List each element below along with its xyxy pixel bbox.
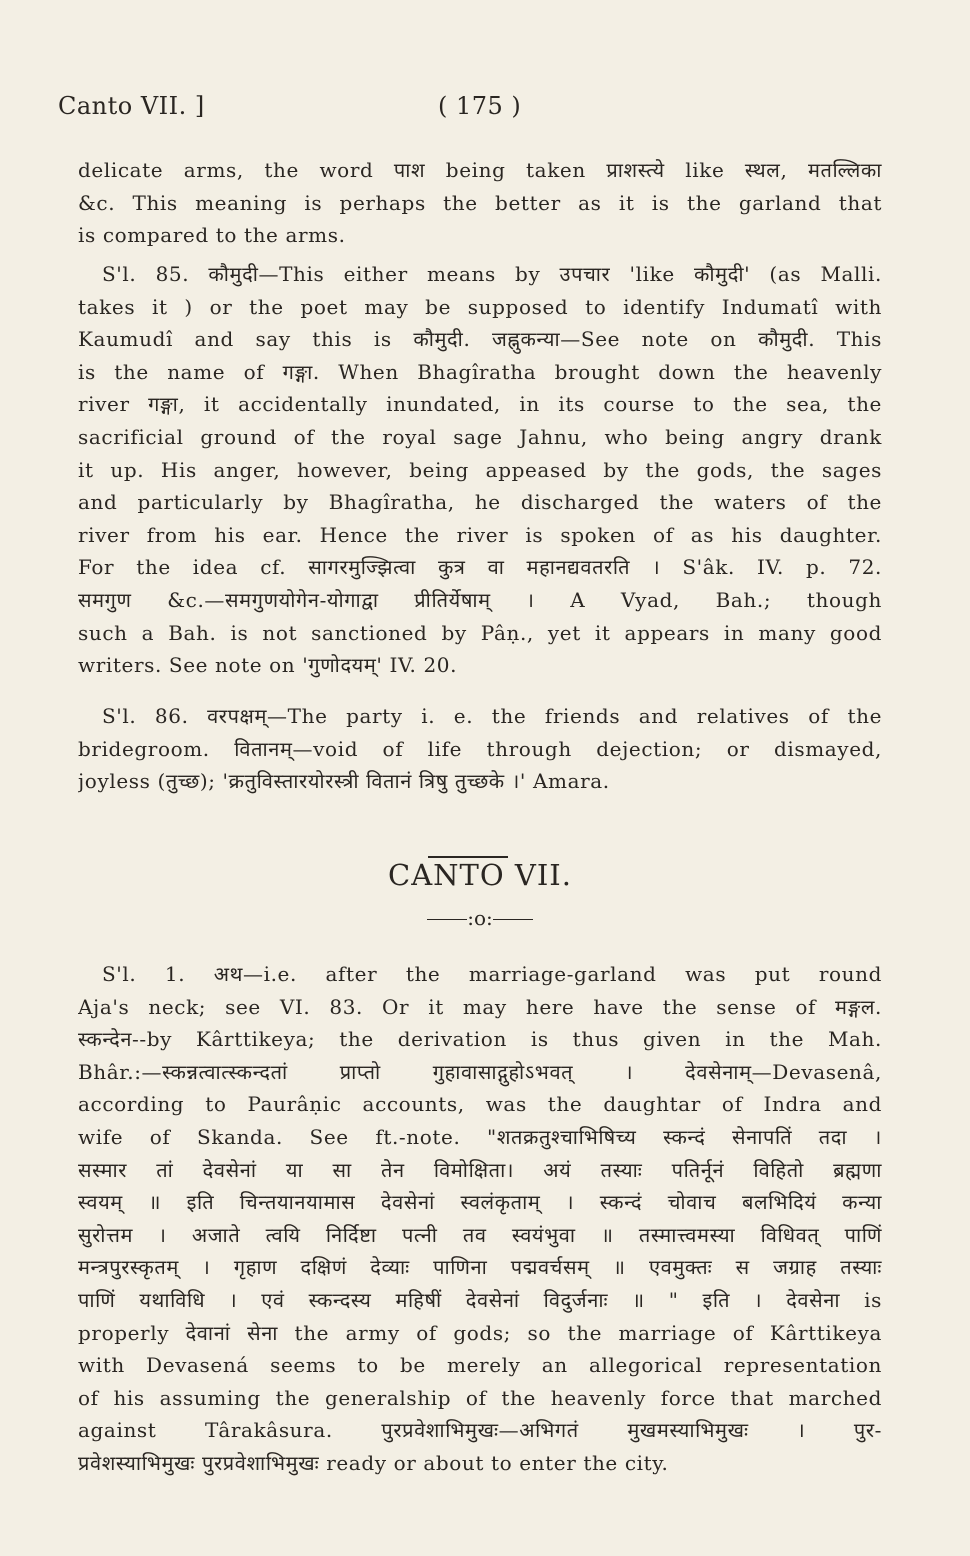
text-line: प्रवेशस्याभिमुखः पुरप्रवेशाभिमुखः ready or about to enter the city. [78,1450,669,1475]
running-header [58,92,538,128]
text-line: river from his ear. Hence the river is spoken of as his daughter. [78,522,882,547]
text-line: स्वयम् ॥ इति चिन्तयानयामास देवसेनां स्वलंकृताम् । स्कन्दं चोवाच बलभिदियं कन्या [78,1190,882,1215]
text-line: is compared to the arms. [78,223,346,248]
text-line: writers. See note on 'गुणोदयम्' IV. 20. [78,653,458,678]
text-line: Aja's neck; see VI. 83. Or it may here have the sense of मङ्गल. [78,994,882,1019]
text-line: wife of Skanda. See ft.-note. "शतक्रतुश्चाभिषिच्य स्कन्दं सेनापतिं तदा । [78,1124,882,1149]
text-line: with Devasená seems to be merely an allegorical representation [78,1353,882,1378]
text-line: joyless (तुच्छ); 'क्रतुविस्तारयोरस्त्री वितानं त्रिषु तुच्छके ।' Amara. [78,769,610,794]
paragraph-note-84-cont [78,154,882,252]
text-line: &c. This meaning is perhaps the better as it is the garland that [78,190,882,215]
text-line: For the idea cf. सागरमुज्झित्वा कुत्र वा महानद्यवतरति । S'âk. IV. p. 72. [78,555,882,580]
text-line: it up. His anger, however, being appeased by the gods, the sages [78,457,882,482]
text-line: and particularly by Bhagîratha, he discharged the waters of the [78,490,882,515]
text-line: against Târakâsura. पुरप्रवेशाभिमुखः—अभिगतं मुखमस्याभिमुखः । पुर- [78,1418,882,1443]
text-line: bridegroom. वितानम्—void of life through dejection; or dismayed, [78,736,882,761]
page-number: ( 175 ) [438,92,522,120]
text-line: सुरोत्तम । अजाते त्वयि निर्दिष्टा पत्नी तव स्वयंभुवा ॥ तस्मात्त्वमस्या विधिवत् पाणिं [78,1222,882,1247]
text-line: समगुण &c.—समगुणयोगेन-योगाद्वा प्रीतिर्येषाम् । A Vyad, Bah.; though [78,587,882,612]
text-line: takes it ) or the poet may be supposed to identify Indumatî with [78,294,882,319]
text-line: such a Bah. is not sanctioned by Pâṇ., yet it appears in many good [78,620,882,645]
text-line: is the name of गङ्गा. When Bhagîratha brought down the heavenly [78,359,882,384]
canto-heading: CANTO VII. [388,858,572,892]
text-line: Kaumudî and say this is कौमुदी. जह्नुकन्या—See note on कौमुदी. This [78,327,882,352]
header-canto: Canto VII. ] [58,92,205,120]
text-line: delicate arms, the word पाश being taken प्राशस्त्ये like स्थल, मतल्लिका [78,158,882,182]
text-line: S'l. 86. वरपक्षम्—The party i. e. the friends and relatives of the [102,704,882,728]
text-line: river गङ्गा, it accidentally inundated, in its course to the sea, the [78,392,882,417]
text-line: S'l. 1. अथ—i.e. after the marriage-garland was put round [102,962,882,986]
text-line: sacrificial ground of the royal sage Jahnu, who being angry drank [78,424,882,449]
paragraph-note-85 [78,258,882,682]
text-line: स्कन्देन--by Kârttikeya; the derivation is thus given in the Mah. [78,1027,882,1052]
text-line: पाणिं यथाविधि । एवं स्कन्दस्य महिषीं देवसेनां विदुर्जनाः ॥ " इति । देवसेना is [78,1287,882,1312]
paragraph-canto7-note-1 [78,958,882,1480]
paragraph-note-86 [78,700,882,798]
text-line: of his assuming the generalship of the heavenly force that marched [78,1385,882,1410]
separator-dash [427,919,467,920]
text-line: सस्मार तां देवसेनां या सा तेन विमोक्षिता। अयं तस्याः पतिर्नूनं विहितो ब्रह्मणा [78,1157,882,1182]
text-line: मन्त्रपुरस्कृतम् । गृहाण दक्षिणं देव्याः पाणिना पद्मवर्चसम् ॥ एवमुक्तः स जग्राह तस्याः [78,1255,882,1280]
text-line: according to Paurâṇic accounts, was the daughtar of Indra and [78,1092,882,1117]
separator-dash [493,919,533,920]
separator-text: :o: [467,906,493,930]
text-line: Bhâr.:—स्कन्नत्वात्स्कन्दतां प्राप्तो गुहावासाद्गुहोऽभवत् । देवसेनाम्—Devasenâ, [78,1059,882,1084]
ornament-separator [0,906,960,930]
text-line: S'l. 85. कौमुदी—This either means by उपचार 'like कौमुदी' (as Malli. [102,262,882,286]
text-line: properly देवानां सेना the army of gods; so the marriage of Kârttikeya [78,1320,882,1345]
